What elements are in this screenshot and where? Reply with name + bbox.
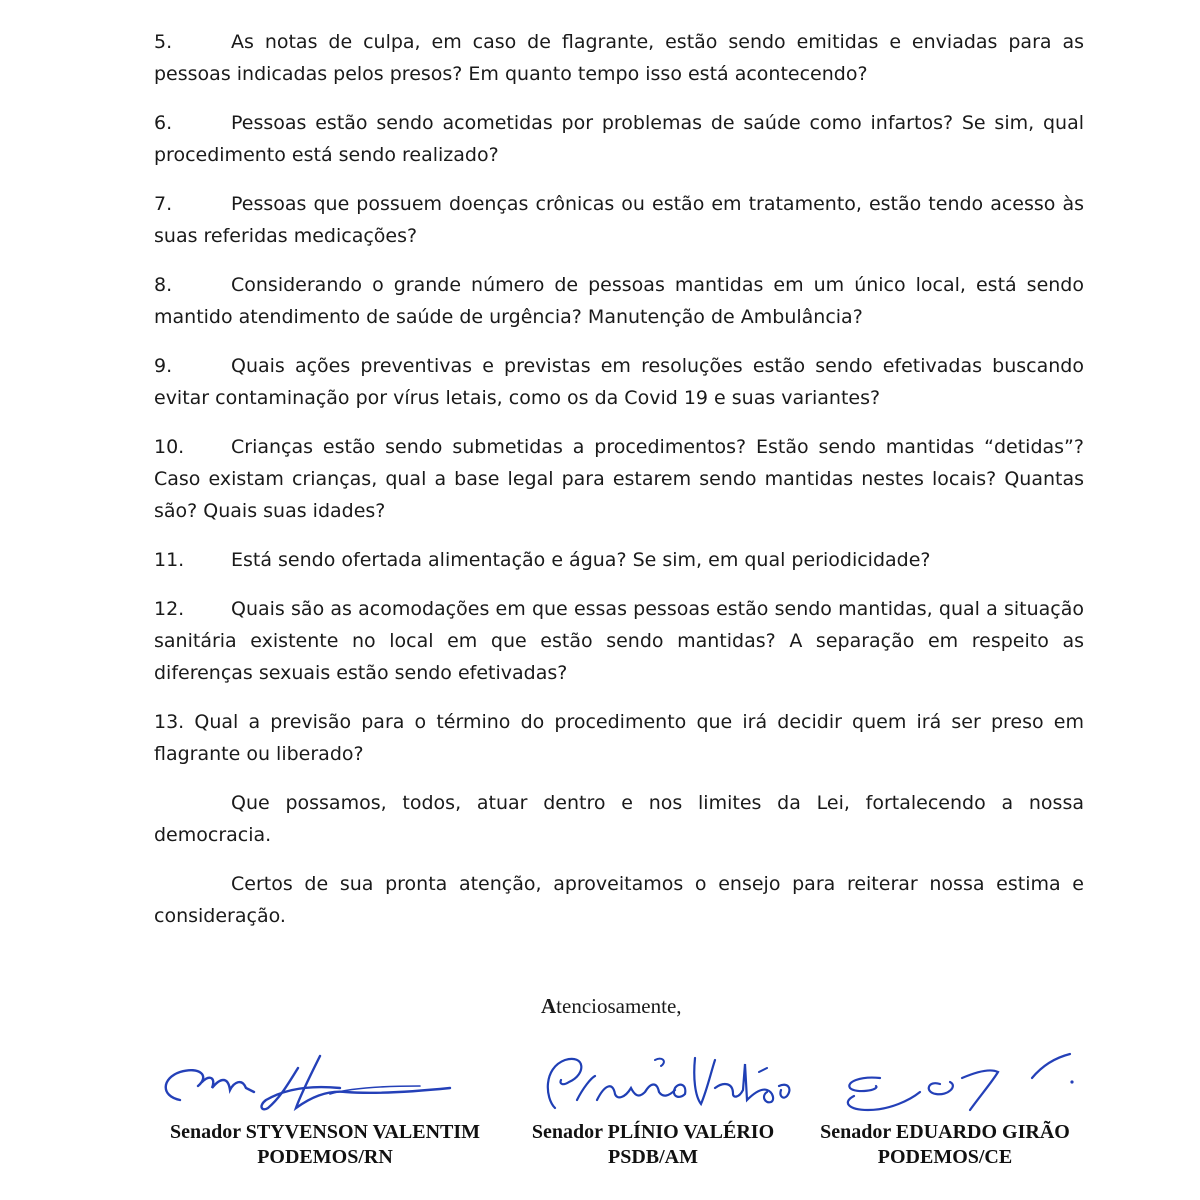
question-number: 7. — [154, 193, 173, 215]
closing-text: Certos de sua pronta atenção, aproveitamos o ensejo para reiterar nossa estima e consideração. — [154, 873, 1084, 927]
signer-party: PODEMOS/RN — [257, 1146, 393, 1168]
question-text: Pessoas que possuem doenças crônicas ou estão em tratamento, estão tendo acesso às suas referidas medicações? — [154, 193, 1084, 247]
question-13 — [154, 706, 1084, 770]
signer-name: Senador PLÍNIO VALÉRIO — [531, 1121, 775, 1143]
question-12 — [154, 593, 1084, 689]
signer-name: Senador EDUARDO GIRÃO — [820, 1121, 1070, 1143]
signer-name: Senador STYVENSON VALENTIM — [169, 1121, 481, 1143]
question-9 — [154, 350, 1084, 414]
question-5 — [154, 26, 1084, 90]
question-text: Pessoas estão sendo acometidas por problemas de saúde como infartos? Se sim, qual procedimento está sendo realizado? — [154, 112, 1084, 166]
question-number: 10. — [154, 436, 185, 458]
closing-paragraph-1 — [154, 787, 1084, 851]
closing-paragraph-2 — [154, 868, 1084, 932]
closing-text: Que possamos, todos, atuar dentro e nos limites da Lei, fortalecendo a nossa democracia. — [154, 792, 1084, 846]
signature-styvenson — [150, 1038, 490, 1123]
question-number: 12. — [154, 598, 185, 620]
question-number: 5. — [154, 31, 173, 53]
question-text: As notas de culpa, em caso de flagrante, estão sendo emitidas e enviadas para as pessoas indicadas pelos presos? Em quanto tempo isso está acontecendo? — [154, 31, 1084, 85]
question-10 — [154, 431, 1084, 527]
question-text: Crianças estão sendo submetidas a procedimentos? Estão sendo mantidas “detidas”? Caso existam crianças, qual a base legal para estarem sendo mantidas nestes locais? Quantas são? Quais suas idades? — [154, 436, 1084, 522]
question-8 — [154, 269, 1084, 333]
question-11 — [154, 544, 1084, 576]
question-number: 6. — [154, 112, 173, 134]
signature-plinio — [535, 1038, 805, 1123]
question-number: 8. — [154, 274, 173, 296]
question-text: Quais ações preventivas e previstas em resoluções estão sendo efetivadas buscando evitar contaminação por vírus letais, como os da Covid 19 e suas variantes? — [154, 355, 1084, 409]
question-text: Está sendo ofertada alimentação e água? Se sim, em qual periodicidade? — [231, 549, 931, 571]
question-7 — [154, 188, 1084, 252]
greeting-rest: tenciosamente, — [556, 994, 682, 1018]
question-6 — [154, 107, 1084, 171]
question-text: Considerando o grande número de pessoas mantidas em um único local, está sendo mantido atendimento de saúde de urgência? Manutenção de Ambulância? — [154, 274, 1084, 328]
question-number: 11. — [154, 549, 185, 571]
signer-eduardo — [806, 1120, 1084, 1170]
signature-eduardo — [820, 1038, 1090, 1123]
question-number: 9. — [154, 355, 173, 377]
question-text: Quais são as acomodações em que essas pessoas estão sendo mantidas, qual a situação sanitária existente no local em que estão sendo mantidas? A separação em respeito as diferenças sexuais estão sendo efetivadas? — [154, 598, 1084, 684]
greeting — [541, 994, 682, 1019]
signer-party: PSDB/AM — [608, 1146, 698, 1168]
signer-plinio — [515, 1120, 791, 1170]
question-text: 13. Qual a previsão para o término do procedimento que irá decidir quem irá ser preso em flagrante ou liberado? — [154, 711, 1084, 765]
signer-styvenson — [152, 1120, 498, 1170]
signer-party: PODEMOS/CE — [877, 1146, 1013, 1168]
greeting-initial: A — [541, 994, 557, 1018]
